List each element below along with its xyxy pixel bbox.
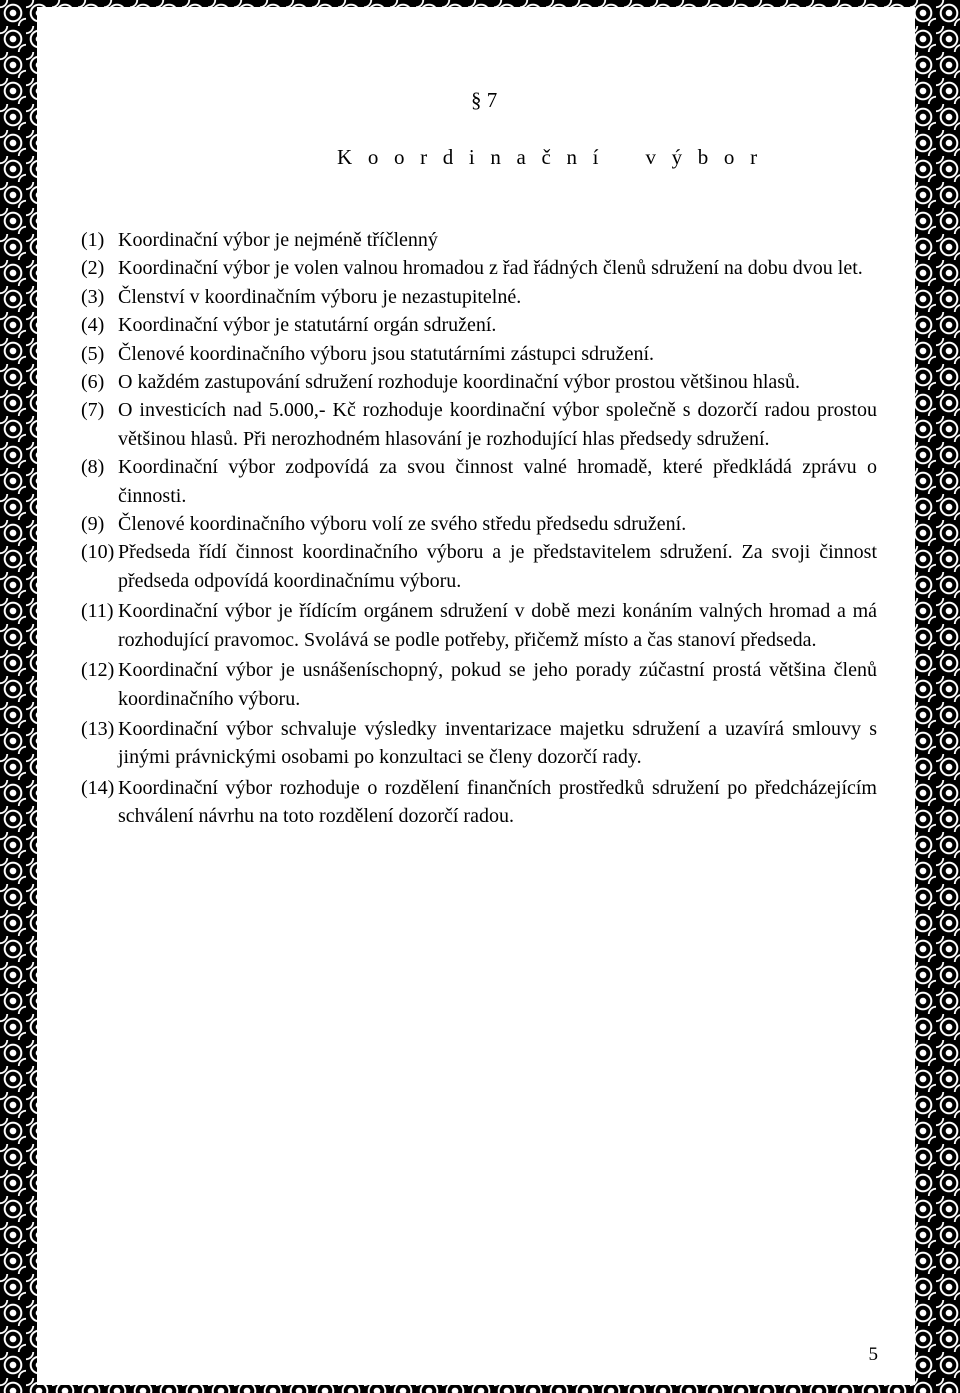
section-title: K o o r d i n a č n í v ý b o r [337, 145, 763, 169]
paragraph-text: Členství v koordinačním výboru je nezastupitelné. [118, 285, 522, 308]
paragraph-7 [81, 396, 877, 453]
paragraph-text: O investicích nad 5.000,- Kč rozhoduje koordinační výbor společně s dozorčí radou prostou většinou hlasů. Při nerozhodném hlasování je rozhodující hlas předsedy sdružení. [118, 399, 877, 450]
paragraph-number: (2) [81, 257, 105, 280]
paragraph-text: O každém zastupování sdružení rozhoduje koordinační výbor prostou většinou hlasů. [118, 371, 801, 394]
paragraph-2 [81, 254, 877, 282]
section-number: § 7 [471, 88, 498, 112]
paragraph-3 [81, 283, 877, 311]
paragraph-number: (3) [81, 285, 105, 308]
paragraph-number: (1) [81, 229, 105, 251]
paragraph-11 [81, 597, 877, 654]
paragraph-1 [81, 226, 877, 254]
page-number: 5 [868, 1344, 878, 1365]
paragraph-10 [81, 538, 877, 595]
paragraph-14 [81, 774, 877, 831]
paragraph-number: (12) [81, 659, 115, 682]
paragraph-text: Koordinační výbor je řídícím orgánem sdružení v době mezi konáním valných hromad a má rozhodující pravomoc. Svolává se podle potřeby, přičemž místo a čas stanoví předseda. [118, 600, 877, 651]
paragraph-number: (6) [81, 371, 105, 394]
document-page [37, 7, 915, 1385]
paragraph-5 [81, 340, 877, 368]
paragraph-number: (8) [81, 456, 105, 479]
paragraph-number: (10) [81, 541, 115, 564]
paragraph-8 [81, 453, 877, 510]
paragraph-number: (9) [81, 513, 105, 536]
paragraph-number: (13) [81, 717, 115, 740]
paragraph-text: Předseda řídí činnost koordinačního výboru a je představitelem sdružení. Za svoji činnost předseda odpovídá koordinačnímu výboru. [118, 541, 877, 592]
paragraph-number: (4) [81, 314, 105, 337]
paragraph-text: Koordinační výbor zodpovídá za svou činnost valné hromadě, které předkládá zprávu o činnosti. [118, 456, 877, 507]
paragraph-text: Koordinační výbor je usnášeníschopný, pokud se jeho porady zúčastní prostá většina členů koordinačního výboru. [118, 659, 877, 710]
paragraph-text: Koordinační výbor je volen valnou hromadou z řad řádných členů sdružení na dobu dvou let. [118, 257, 863, 280]
paragraph-text: Členové koordinačního výboru volí ze svého středu předsedu sdružení. [118, 513, 687, 536]
paragraph-text: Koordinační výbor schvaluje výsledky inventarizace majetku sdružení a uzavírá smlouvy s jinými právnickými osobami po konzultaci se členy dozorčí rady. [118, 717, 877, 769]
paragraph-text: Koordinační výbor je nejméně tříčlenný [118, 229, 438, 251]
paragraph-number: (14) [81, 776, 115, 799]
paragraph-number: (7) [81, 399, 105, 422]
paragraph-text: Koordinační výbor je statutární orgán sdružení. [118, 314, 497, 337]
paragraph-9 [81, 510, 877, 538]
paragraph-number: (5) [81, 342, 105, 365]
paragraph-6 [81, 368, 877, 396]
paragraph-text: Koordinační výbor rozhoduje o rozdělení finančních prostředků sdružení po předcházejícím schválení návrhu na toto rozdělení dozorčí radou. [118, 776, 877, 828]
paragraph-number: (11) [81, 600, 114, 623]
paragraph-4 [81, 311, 877, 339]
paragraph-13 [81, 715, 877, 772]
paragraph-list [81, 226, 877, 831]
paragraph-text: Členové koordinačního výboru jsou statutárními zástupci sdružení. [118, 342, 654, 365]
paragraph-12 [81, 656, 877, 713]
